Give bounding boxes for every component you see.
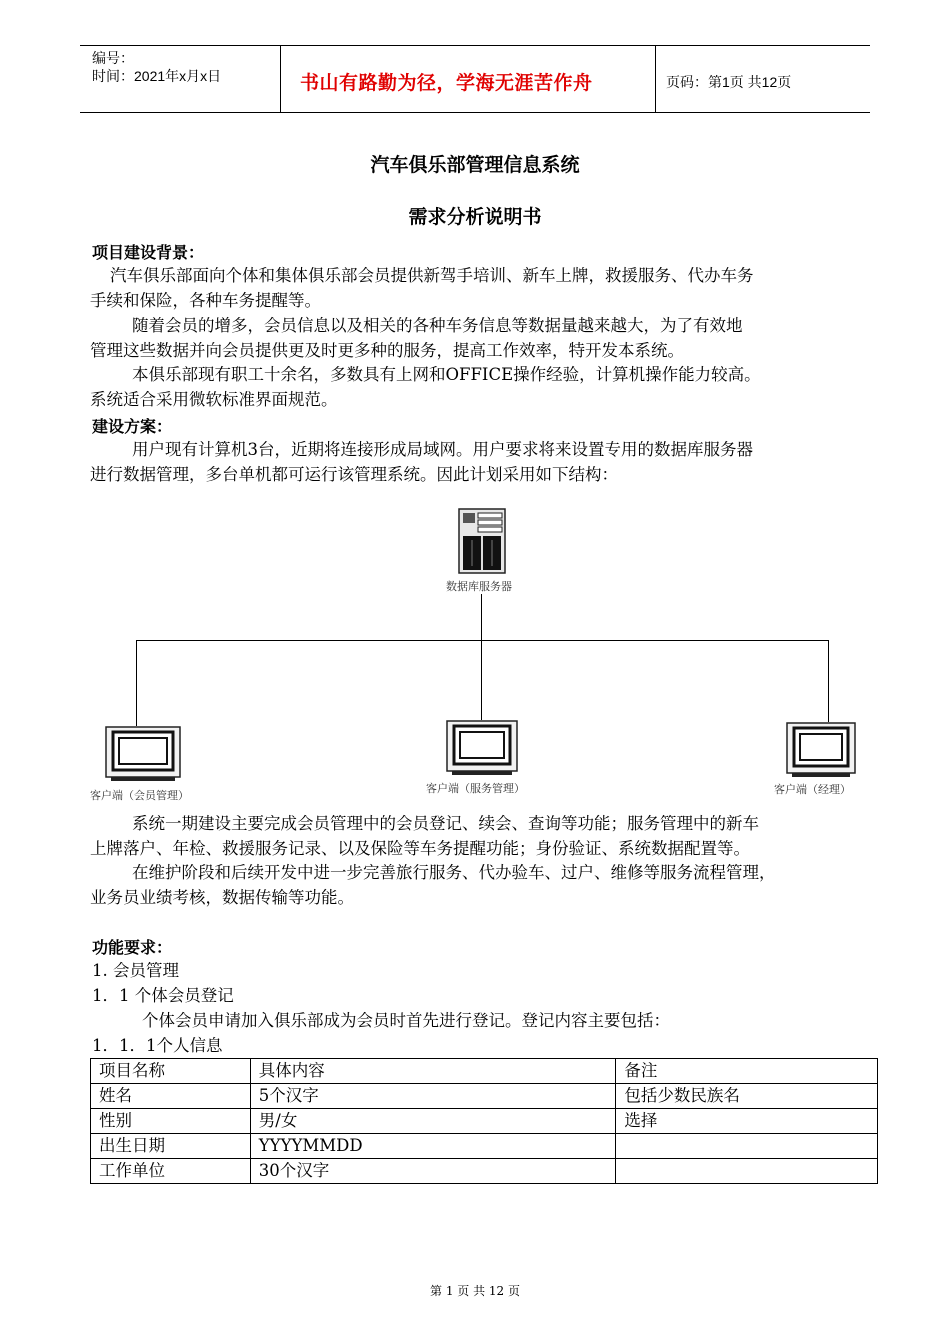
table-cell: 包括少数民族名 xyxy=(616,1084,878,1109)
header-motto: 书山有路勤为径，学海无涯苦作舟 xyxy=(300,72,593,94)
monitor-icon-mid xyxy=(446,720,518,776)
personal-info-table xyxy=(90,1058,878,1184)
header-bottom-rule xyxy=(80,112,870,113)
func-desc: 个体会员申请加入俱乐部成为会员时首先进行登记。登记内容主要包括： xyxy=(142,1011,670,1030)
background-line-6: 系统适合采用微软标准界面规范。 xyxy=(90,390,338,409)
phase-line-3: 在维护阶段和后续开发中进一步完善旅行服务、代办验车、过户、维修等服务流程管理， xyxy=(132,863,776,882)
doc-subtitle: 需求分析说明书 xyxy=(408,206,542,228)
client-left-label: 客户端（会员管理） xyxy=(90,789,189,802)
table-header-cell: 项目名称 xyxy=(91,1059,251,1084)
background-line-3: 随着会员的增多，会员信息以及相关的各种车务信息等数据量越来越大，为了有效地 xyxy=(132,316,743,335)
header-divider-right xyxy=(655,45,656,113)
func-item-1-1: 1．1 个体会员登记 xyxy=(92,986,234,1005)
table-cell: 选择 xyxy=(616,1109,878,1134)
header-page-number: 页码：第1页 共12页 xyxy=(666,74,792,90)
table-cell xyxy=(616,1134,878,1159)
table-row xyxy=(91,1159,878,1184)
table-cell: 性别 xyxy=(91,1109,251,1134)
table-cell: 30个汉字 xyxy=(250,1159,616,1184)
func-item-1-1-1: 1．1．1个人信息 xyxy=(92,1036,223,1055)
monitor-icon-left xyxy=(105,726,181,782)
background-line-5: 本俱乐部现有职工十余名，多数具有上网和OFFICE操作经验，计算机操作能力较高。 xyxy=(132,365,761,384)
server-label: 数据库服务器 xyxy=(446,580,512,593)
func-heading: 功能要求： xyxy=(92,938,173,957)
doc-title: 汽车俱乐部管理信息系统 xyxy=(370,154,580,176)
background-heading: 项目建设背景： xyxy=(92,243,205,262)
header-number: 编号： xyxy=(92,50,134,66)
phase-line-4: 业务员业绩考核，数据传输等功能。 xyxy=(90,888,354,907)
wire-mid xyxy=(481,640,482,720)
header-top-rule xyxy=(80,45,870,46)
table-header-cell: 具体内容 xyxy=(250,1059,616,1084)
table-cell: YYYYMMDD xyxy=(250,1134,616,1159)
table-cell: 男/女 xyxy=(250,1109,616,1134)
background-line-1: 汽车俱乐部面向个体和集体俱乐部会员提供新驾手培训、新车上牌，救援服务、代办车务 xyxy=(110,266,754,285)
page-footer: 第 1 页 共 12 页 xyxy=(430,1284,520,1298)
table-row xyxy=(91,1109,878,1134)
background-line-4: 管理这些数据并向会员提供更及时更多种的服务，提高工作效率，特开发本系统。 xyxy=(90,341,684,360)
plan-heading: 建设方案： xyxy=(92,417,173,436)
wire-left xyxy=(136,640,137,726)
table-cell: 工作单位 xyxy=(91,1159,251,1184)
lan-bus-wire xyxy=(136,640,829,641)
table-header-cell: 备注 xyxy=(616,1059,878,1084)
header-time: 时间：2021年x月x日 xyxy=(92,68,222,84)
client-right-label: 客户端（经理） xyxy=(774,783,851,796)
table-header-row xyxy=(91,1059,878,1084)
func-item-1: 1. 会员管理 xyxy=(92,961,179,980)
server-drop-wire xyxy=(481,594,482,640)
monitor-icon-right xyxy=(786,722,856,778)
phase-line-2: 上牌落户、年检、救援服务记录、以及保险等车务提醒功能；身份验证、系统数据配置等。 xyxy=(90,839,750,858)
table-cell: 5个汉字 xyxy=(250,1084,616,1109)
table-row xyxy=(91,1084,878,1109)
header-divider-left xyxy=(280,45,281,113)
plan-line-1: 用户现有计算机3台，近期将连接形成局域网。用户要求将来设置专用的数据库服务器 xyxy=(132,440,753,459)
client-mid-label: 客户端（服务管理） xyxy=(426,782,525,795)
phase-line-1: 系统一期建设主要完成会员管理中的会员登记、续会、查询等功能；服务管理中的新车 xyxy=(132,814,759,833)
table-cell: 姓名 xyxy=(91,1084,251,1109)
table-row xyxy=(91,1134,878,1159)
table-cell xyxy=(616,1159,878,1184)
plan-line-2: 进行数据管理，多台单机都可运行该管理系统。因此计划采用如下结构： xyxy=(90,465,618,484)
server-icon xyxy=(458,508,506,574)
wire-right xyxy=(828,640,829,722)
table-cell: 出生日期 xyxy=(91,1134,251,1159)
background-line-2: 手续和保险，各种车务提醒等。 xyxy=(90,291,321,310)
